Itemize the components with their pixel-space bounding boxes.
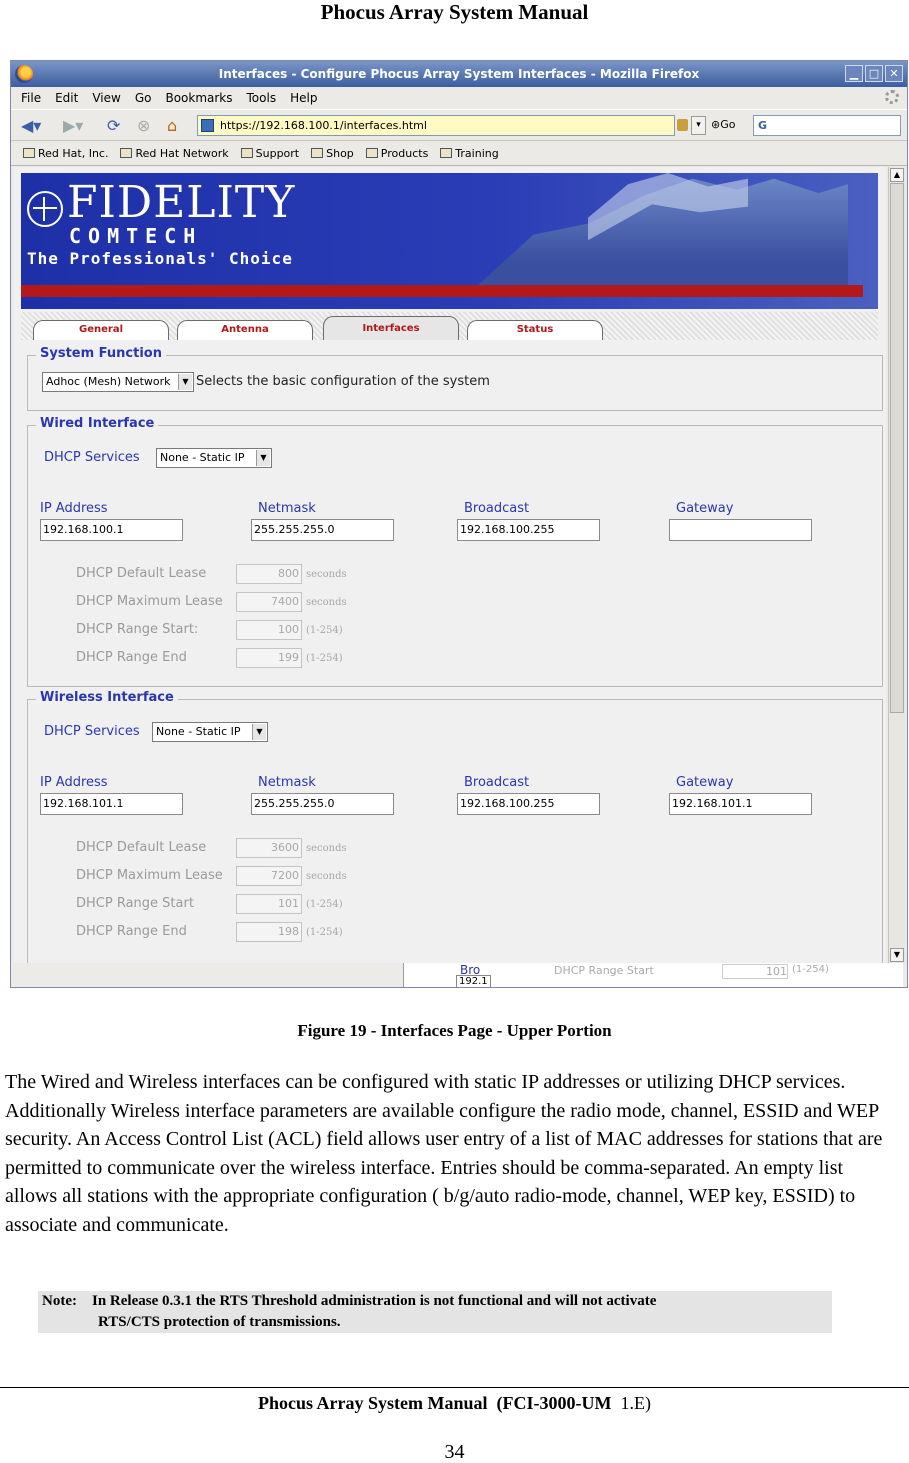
wireless-gateway-label: Gateway (676, 775, 734, 790)
menu-view[interactable]: View (92, 91, 121, 105)
wired-broadcast-field[interactable]: 192.168.100.255 (457, 519, 600, 541)
wireless-default-lease-field: 3600 (236, 838, 302, 858)
wired-max-lease-label: DHCP Maximum Lease (76, 594, 223, 609)
wireless-ip-field[interactable]: 192.168.101.1 (40, 793, 183, 815)
close-icon[interactable]: ✕ (885, 65, 903, 82)
forward-icon[interactable]: ▶▾ (63, 116, 84, 135)
bookmarks-toolbar (11, 141, 907, 166)
bookmark-red-hat[interactable] (23, 147, 108, 160)
folder-icon (440, 148, 452, 158)
logo-comtech: COMTECH (69, 224, 203, 248)
bookmark-label: Shop (326, 146, 354, 160)
underlying-page-strip (403, 963, 903, 988)
url-dropdown-icon[interactable]: ▾ (691, 116, 706, 135)
lock-icon[interactable] (677, 119, 688, 131)
menu-edit[interactable]: Edit (55, 91, 79, 105)
wired-range-start-field: 100 (236, 620, 302, 640)
tab-antenna[interactable]: Antenna (177, 320, 313, 340)
window-titlebar (11, 61, 907, 87)
chevron-down-icon: ▼ (256, 450, 270, 466)
note-text-1: In Release 0.3.1 the RTS Threshold administration is not functional and will not activate (91, 1293, 657, 1309)
wired-range-start-unit: (1-254) (306, 625, 343, 636)
folder-icon (241, 148, 253, 158)
scrollbar-thumb[interactable] (890, 183, 904, 713)
page-number: 34 (444, 1441, 465, 1463)
wired-ip-label: IP Address (40, 501, 108, 516)
wireless-interface-legend: Wireless Interface (36, 690, 178, 705)
wireless-range-start-unit: (1-254) (306, 899, 343, 910)
bookmark-shop[interactable] (311, 147, 354, 160)
wireless-range-start-field: 101 (236, 894, 302, 914)
fidelity-comtech-banner (21, 173, 878, 309)
go-button[interactable]: ⊛Go (711, 118, 736, 131)
home-icon[interactable]: ⌂ (167, 116, 178, 135)
bookmark-label: Support (255, 146, 300, 160)
scroll-up-icon[interactable]: ▲ (890, 168, 904, 182)
tab-status[interactable]: Status (467, 320, 603, 340)
page-footer (0, 1393, 909, 1414)
folder-icon (311, 148, 323, 158)
tab-general[interactable]: General (33, 320, 169, 340)
menu-tools[interactable]: Tools (246, 91, 277, 105)
wireless-range-end-field: 198 (236, 922, 302, 942)
wired-range-start-label: DHCP Range Start: (76, 622, 199, 637)
wireless-netmask-label: Netmask (258, 775, 316, 790)
wired-gateway-field[interactable] (669, 519, 812, 541)
maximize-icon[interactable]: □ (865, 65, 883, 82)
note-text-2: RTS/CTS protection of transmissions. (98, 1314, 341, 1330)
underlay-range-label: DHCP Range Start (554, 964, 654, 977)
wireless-netmask-field[interactable]: 255.255.255.0 (251, 793, 394, 815)
wired-range-end-unit: (1-254) (306, 653, 343, 664)
bookmark-training[interactable] (440, 147, 498, 160)
wireless-range-end-label: DHCP Range End (76, 924, 187, 939)
wired-default-lease-unit: seconds (306, 569, 347, 580)
body-paragraph: The Wired and Wireless interfaces can be configured with static IP addresses or utilizing DHCP services. Additionally Wireless interface parameters are available configure the radio mode, channel, ESSID and WEP security. An Access Control List (ACL) field allows user entry of a list of MAC addresses for stations that are permitted to communicate over the wireless interface. Entries should be comma-separated. An empty list allows all stations with the appropriate configuration ( b/g/auto radio-mode, channel, WEP key, ESSID) to associate and communicate. (5, 1071, 883, 1236)
bookmark-support[interactable] (241, 147, 299, 160)
system-function-legend: System Function (36, 346, 166, 361)
footer-revision: 1.E) (620, 1393, 651, 1413)
wireless-range-start-label: DHCP Range Start (76, 896, 194, 911)
wired-range-end-label: DHCP Range End (76, 650, 187, 665)
wired-default-lease-field: 800 (236, 564, 302, 584)
page-content (13, 167, 886, 963)
reload-icon[interactable]: ⟳ (107, 116, 121, 135)
menu-bar (11, 87, 907, 109)
wired-default-lease-label: DHCP Default Lease (76, 566, 207, 581)
url-text: https://192.168.100.1/interfaces.html (220, 119, 427, 132)
url-bar[interactable] (197, 115, 675, 136)
logo-tagline: The Professionals' Choice (27, 249, 293, 268)
wireless-dhcp-select[interactable] (152, 722, 268, 742)
bookmark-label: Red Hat, Inc. (38, 146, 109, 160)
bookmark-label: Red Hat Network (135, 146, 229, 160)
underlying-window-fragment (11, 963, 908, 988)
bookmark-label: Training (455, 146, 499, 160)
system-function-description: Selects the basic configuration of the system (196, 374, 490, 389)
tab-interfaces[interactable]: Interfaces (323, 316, 459, 340)
menu-bookmarks[interactable]: Bookmarks (165, 91, 233, 105)
wired-max-lease-field: 7400 (236, 592, 302, 612)
bookmark-label: Products (380, 146, 429, 160)
wireless-dhcp-label: DHCP Services (44, 724, 140, 739)
wireless-interface-section (27, 690, 883, 963)
footer-code: (FCI-3000-UM (496, 1393, 612, 1413)
wireless-broadcast-field[interactable]: 192.168.100.255 (457, 793, 600, 815)
note-label: Note: (42, 1293, 77, 1309)
wired-netmask-label: Netmask (258, 501, 316, 516)
vertical-scrollbar[interactable] (888, 167, 905, 963)
wireless-gateway-field[interactable]: 192.168.101.1 (669, 793, 812, 815)
note-box (38, 1291, 832, 1333)
minimize-icon[interactable]: ▁ (845, 65, 863, 82)
scroll-down-icon[interactable]: ▼ (890, 948, 904, 962)
wired-broadcast-label: Broadcast (464, 501, 530, 516)
figure-caption: Figure 19 - Interfaces Page - Upper Portion (297, 1021, 612, 1040)
underlay-range-value: 101 (722, 964, 788, 979)
footer-rule (0, 1387, 909, 1388)
wireless-default-lease-label: DHCP Default Lease (76, 840, 207, 855)
window-title: Interfaces - Configure Phocus Array System Interfaces - Mozilla Firefox (218, 67, 700, 81)
browser-window (10, 60, 908, 988)
menu-file[interactable]: File (21, 91, 42, 105)
underlay-ip-fragment: 192.1 (456, 975, 491, 988)
logo-emblem-icon (27, 191, 63, 227)
document-header: Phocus Array System Manual (320, 0, 589, 24)
tab-bar (21, 312, 878, 340)
back-icon[interactable]: ◀▾ (21, 116, 42, 135)
system-function-section (27, 346, 883, 411)
wired-netmask-field[interactable]: 255.255.255.0 (251, 519, 394, 541)
banner-red-stripe (21, 285, 863, 297)
wired-interface-section (27, 416, 883, 687)
wired-gateway-label: Gateway (676, 501, 734, 516)
wireless-ip-label: IP Address (40, 775, 108, 790)
navigation-toolbar (11, 109, 907, 141)
wireless-range-end-unit: (1-254) (306, 927, 343, 938)
throbber-icon (885, 90, 899, 104)
go-label: Go (720, 118, 736, 131)
wired-dhcp-label: DHCP Services (44, 450, 140, 465)
wireless-max-lease-unit: seconds (306, 871, 347, 882)
stop-icon[interactable]: ⊗ (137, 116, 151, 135)
wired-max-lease-unit: seconds (306, 597, 347, 608)
select-value: Adhoc (Mesh) Network (46, 375, 171, 388)
wireless-broadcast-label: Broadcast (464, 775, 530, 790)
wired-dhcp-select[interactable] (156, 448, 272, 468)
select-value: None - Static IP (160, 451, 245, 464)
wired-interface-legend: Wired Interface (36, 416, 158, 431)
chevron-down-icon: ▼ (252, 724, 266, 740)
chevron-down-icon: ▼ (178, 374, 192, 390)
menu-go[interactable]: Go (134, 91, 152, 105)
wireless-default-lease-unit: seconds (306, 843, 347, 854)
wireless-max-lease-label: DHCP Maximum Lease (76, 868, 223, 883)
bookmark-red-hat-network[interactable] (120, 147, 228, 160)
menu-help[interactable]: Help (290, 91, 318, 105)
note-line-1 (42, 1291, 832, 1312)
wired-ip-field[interactable]: 192.168.100.1 (40, 519, 183, 541)
folder-icon (366, 148, 378, 158)
system-function-select[interactable] (42, 372, 194, 392)
wired-range-end-field: 199 (236, 648, 302, 668)
site-icon (201, 119, 214, 132)
select-value: None - Static IP (156, 725, 241, 738)
logo-fidelity: FIDELITY (67, 177, 296, 228)
bookmark-products[interactable] (366, 147, 429, 160)
search-input[interactable]: G (753, 115, 901, 136)
underlay-broadcast-fragment: Bro (460, 963, 481, 977)
bookmark-icon (23, 148, 35, 158)
footer-title: Phocus Array System Manual (258, 1393, 488, 1413)
underlay-range-unit: (1-254) (792, 964, 829, 975)
wireless-max-lease-field: 7200 (236, 866, 302, 886)
bookmark-icon (120, 148, 132, 158)
